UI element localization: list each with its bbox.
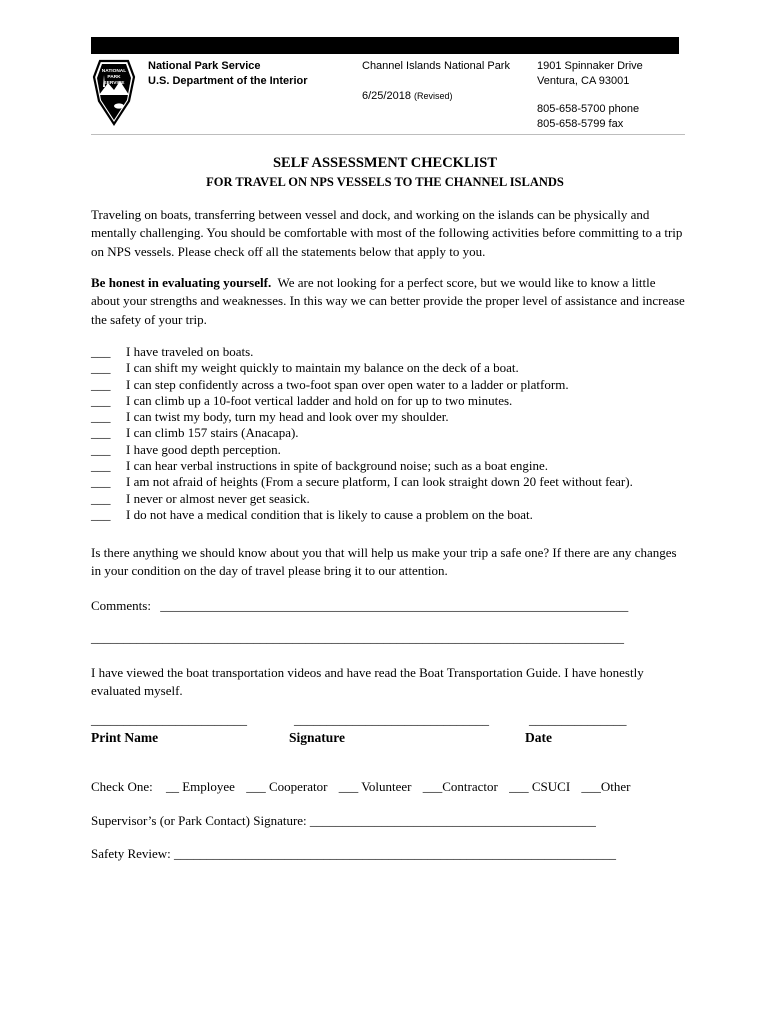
option-csuci[interactable]: ___ CSUCI [509, 779, 571, 794]
question-paragraph: Is there anything we should know about you that will help us make your trip a safe one? If there are any changes in your condition on the day of travel please bring it to our attention. [91, 545, 677, 579]
checklist-item-text: I can climb up a 10-foot vertical ladder and hold on for up to two minutes. [126, 392, 513, 408]
header-divider [91, 134, 685, 135]
revision-date [362, 89, 453, 104]
checklist-item-text: I can hear verbal instructions in spite of background noise; such as a boat engine. [126, 458, 549, 474]
option-employee[interactable]: __ Employee [165, 779, 235, 794]
signature-label: Signature [289, 730, 346, 745]
revision-date-value: 6/25/2018 [362, 90, 411, 102]
agency-name: National Park Service [148, 60, 261, 72]
print-name-label: Print Name [91, 730, 159, 745]
checklist-item-text: I am not afraid of heights (From a secure platform, I can look straight down 20 feet without fear). [126, 474, 633, 490]
safety-review-field[interactable]: ____________________________________________________________________ [174, 846, 617, 861]
park-name: Channel Islands National Park [362, 60, 510, 72]
supervisor-signature-field[interactable]: ____________________________________________ [309, 813, 596, 828]
contact-block [537, 102, 639, 132]
check-one-row [91, 779, 639, 795]
document-subtitle: FOR TRAVEL ON NPS VESSELS TO THE CHANNEL ISLANDS [206, 175, 564, 189]
agency-block [148, 59, 308, 89]
honesty-heading: Be honest in evaluating yourself. [91, 275, 272, 290]
comments-row [91, 598, 628, 614]
checklist-item-text: I can step confidently across a two-foot span over open water to a ladder or platform. [126, 376, 569, 392]
honesty-text: We are not looking for a perfect score, but we would like to know a little about your strengths and weaknesses. In this way we can better provide the proper level of assistance and increase the safety of your trip. [91, 275, 689, 327]
checkbox-blank[interactable]: ___ [91, 474, 111, 490]
comments-field-continued[interactable]: __________________________________________________________________________________ [91, 630, 624, 645]
checkbox-blank[interactable]: ___ [91, 490, 111, 506]
checkbox-blank[interactable]: ___ [91, 344, 111, 359]
address-street: 1901 Spinnaker Drive [537, 60, 643, 72]
comments-field[interactable]: ________________________________________________________________________ [160, 598, 629, 613]
date-label: Date [525, 730, 552, 745]
checklist-item [91, 507, 691, 523]
document-title: SELF ASSESSMENT CHECKLIST [272, 155, 498, 171]
checklist [91, 344, 691, 523]
checklist-item [91, 377, 691, 393]
checklist-item [91, 344, 691, 360]
checkbox-blank[interactable]: ___ [91, 392, 111, 408]
option-volunteer[interactable]: ___ Volunteer [338, 779, 412, 794]
option-other[interactable]: ___Other [581, 779, 631, 794]
checklist-item [91, 425, 691, 441]
option-cooperator[interactable]: ___ Cooperator [246, 779, 328, 794]
checklist-item-text: I do not have a medical condition that is likely to cause a problem on the boat. [126, 506, 533, 522]
date-field[interactable]: _______________ [529, 712, 627, 727]
checkbox-blank[interactable]: ___ [91, 409, 111, 425]
checklist-item [91, 458, 691, 474]
signature-field[interactable]: ______________________________ [294, 712, 489, 727]
option-contractor[interactable]: ___Contractor [422, 779, 498, 794]
checklist-item-text: I have traveled on boats. [126, 344, 254, 359]
department-name: U.S. Department of the Interior [148, 75, 308, 87]
checkbox-blank[interactable]: ___ [91, 506, 111, 522]
checklist-item-text: I can twist my body, turn my head and look over my shoulder. [126, 409, 449, 425]
revision-note: (Revised) [414, 91, 453, 101]
print-name-field[interactable]: ________________________ [91, 712, 247, 727]
safety-review-label: Safety Review: [91, 846, 171, 861]
logo-text-line3: SERVICE [103, 81, 125, 86]
logo-text-line1: NATIONAL [101, 69, 127, 74]
checklist-item [91, 393, 691, 409]
address-city: Ventura, CA 93001 [537, 75, 630, 87]
comments-label: Comments: [91, 598, 151, 613]
safety-review-row [91, 846, 616, 862]
checkbox-blank[interactable]: ___ [91, 425, 111, 441]
fax-number: 805-658-5799 fax [537, 118, 624, 130]
logo-text-line2: PARK [107, 75, 121, 80]
intro-paragraph: Traveling on boats, transferring between vessel and dock, and working on the islands can be physically and mentally challenging. You should be comfortable with most of the following activities before committing to a trip on NPS vessels. Please check off all the statements below that apply to you. [91, 207, 683, 259]
supervisor-label: Supervisor’s (or Park Contact) Signature: [91, 813, 307, 828]
phone-number: 805-658-5700 phone [537, 103, 640, 115]
checklist-item [91, 474, 691, 490]
header-black-bar [91, 37, 679, 54]
acknowledgement-paragraph: I have viewed the boat transportation videos and have read the Boat Transportation Guide. I have honestly evaluated myself. [91, 665, 644, 699]
checkbox-blank[interactable]: ___ [91, 441, 111, 457]
checklist-item-text: I have good depth perception. [126, 441, 281, 457]
checklist-item [91, 491, 691, 507]
checkbox-blank[interactable]: ___ [91, 376, 111, 392]
checklist-item [91, 409, 691, 425]
checklist-item-text: I never or almost never get seasick. [126, 490, 310, 506]
checkbox-blank[interactable]: ___ [91, 458, 111, 474]
supervisor-row [91, 813, 596, 829]
check-one-label: Check One: [91, 779, 153, 794]
address-block [537, 59, 643, 89]
honesty-paragraph [91, 274, 687, 329]
checkbox-blank[interactable]: ___ [91, 360, 111, 376]
checklist-item-text: I can shift my weight quickly to maintain my balance on the deck of a boat. [126, 360, 519, 376]
checklist-item-text: I can climb 157 stairs (Anacapa). [126, 425, 299, 441]
nps-arrowhead-logo [92, 57, 136, 127]
checklist-item [91, 442, 691, 458]
checklist-item [91, 360, 691, 376]
